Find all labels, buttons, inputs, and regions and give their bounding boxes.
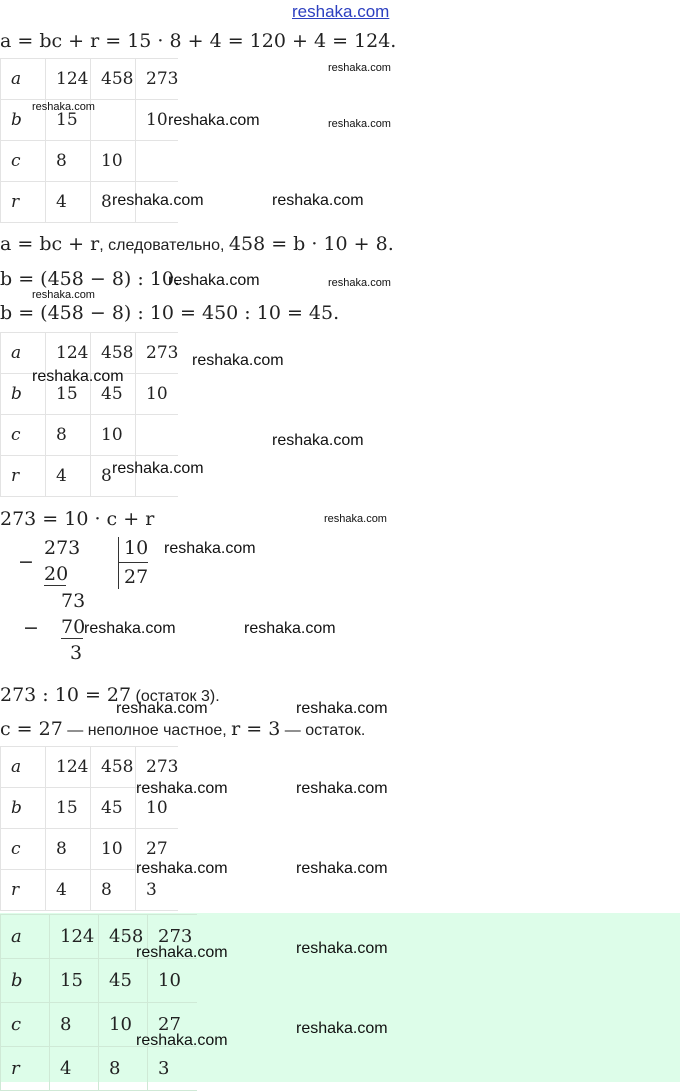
row-label: a: [1, 59, 46, 100]
math-division-result: 273 : 10 = 27: [0, 684, 132, 706]
table-cell: 124: [46, 59, 91, 100]
table-cell: 10: [136, 788, 179, 829]
row-label: b: [1, 374, 46, 415]
division-final-remainder: 3: [70, 642, 83, 664]
table-cell: 124: [46, 747, 91, 788]
table-cell: 45: [91, 788, 136, 829]
word-remainder: — остаток.: [280, 722, 366, 739]
division-bracket-horizontal: [118, 562, 148, 563]
table-cell: 3: [148, 1047, 197, 1091]
table-cell: 4: [46, 182, 91, 223]
table-cell: 458: [91, 333, 136, 374]
math-formula: a = bc + r: [0, 233, 100, 255]
table-cell: 15: [46, 788, 91, 829]
division-subtract-1: 20: [44, 563, 69, 585]
division-dividend: 273: [44, 537, 81, 559]
table-cell: 458: [91, 59, 136, 100]
watermark: reshaka.com: [168, 112, 260, 129]
watermark: reshaka.com: [136, 860, 228, 877]
table-cell: 124: [50, 915, 99, 959]
watermark: reshaka.com: [116, 700, 208, 717]
row-label: a: [1, 915, 50, 959]
watermark: reshaka.com: [272, 192, 364, 209]
division-minus-1: −: [18, 551, 34, 573]
watermark: reshaka.com: [32, 289, 95, 301]
row-label: r: [1, 182, 46, 223]
table-cell: 8: [46, 141, 91, 182]
table-cell: 8: [91, 182, 136, 223]
row-label: b: [1, 959, 50, 1003]
watermark: reshaka.com: [296, 780, 388, 797]
table-cell: 10: [136, 100, 179, 141]
table-cell: [136, 415, 179, 456]
table-cell: 10: [91, 415, 136, 456]
table-cell: 458: [99, 915, 148, 959]
watermark: reshaka.com: [328, 277, 391, 289]
row-label: r: [1, 456, 46, 497]
division-underline-1: [44, 585, 66, 586]
table-row: [1, 141, 179, 182]
division-underline-2: [61, 638, 83, 639]
watermark: reshaka.com: [296, 940, 388, 957]
equation-step-3: b = (458 − 8) : 10.: [0, 268, 181, 290]
watermark: reshaka.com: [296, 700, 388, 717]
table-cell: 273: [136, 747, 179, 788]
table-cell: 15: [46, 374, 91, 415]
watermark: reshaka.com: [296, 860, 388, 877]
table-cell: 8: [91, 870, 136, 911]
watermark: reshaka.com: [164, 540, 256, 557]
row-label: c: [1, 141, 46, 182]
table-cell: 15: [50, 959, 99, 1003]
table-cell: 458: [91, 747, 136, 788]
row-label: r: [1, 870, 46, 911]
table-row: [1, 959, 197, 1003]
watermark: reshaka.com: [296, 1020, 388, 1037]
math-substitution: 458 = b · 10 + 8.: [228, 233, 394, 255]
watermark: reshaka.com: [168, 272, 260, 289]
table-cell: 45: [99, 959, 148, 1003]
division-quotient: 27: [124, 566, 149, 588]
division-subtract-2: 70: [61, 616, 86, 638]
word-remainder-note: (остаток 3).: [131, 688, 220, 705]
site-watermark-header[interactable]: reshaka.com: [292, 2, 390, 21]
watermark: reshaka.com: [136, 780, 228, 797]
table-cell: 27: [148, 1003, 197, 1047]
division-minus-2: −: [23, 617, 39, 639]
table-cell: 124: [46, 333, 91, 374]
table-cell: 273: [148, 915, 197, 959]
table-cell: 8: [46, 829, 91, 870]
table-cell: [91, 100, 136, 141]
table-step-3: [0, 746, 178, 911]
watermark: reshaka.com: [136, 1032, 228, 1049]
word-hence: , следовательно,: [99, 237, 229, 254]
row-label: a: [1, 747, 46, 788]
watermark: reshaka.com: [84, 620, 176, 637]
table-cell: 27: [136, 829, 179, 870]
math-quotient: c = 27: [0, 718, 63, 740]
table-cell: [136, 141, 179, 182]
equation-step-4: b = (458 − 8) : 10 = 450 : 10 = 45.: [0, 302, 340, 324]
table-cell: 4: [46, 456, 91, 497]
word-partial-quotient: — неполное частное,: [62, 722, 232, 739]
row-label: a: [1, 333, 46, 374]
table-cell: 10: [136, 374, 179, 415]
equation-step-2: [0, 233, 394, 257]
table-cell: 10: [91, 829, 136, 870]
watermark: reshaka.com: [32, 368, 124, 385]
table-answer: [0, 914, 197, 1091]
table-cell: 15: [46, 100, 91, 141]
row-label: b: [1, 100, 46, 141]
table-cell: 10: [148, 959, 197, 1003]
table-row: [1, 1047, 197, 1091]
watermark: reshaka.com: [328, 118, 391, 130]
table-cell: 10: [99, 1003, 148, 1047]
table-cell: 3: [136, 870, 179, 911]
table-cell: 4: [46, 870, 91, 911]
watermark: reshaka.com: [272, 432, 364, 449]
watermark: reshaka.com: [328, 62, 391, 74]
table-cell: 273: [136, 333, 179, 374]
equation-step-5: 273 = 10 · c + r: [0, 508, 155, 530]
table-cell: 273: [136, 59, 179, 100]
watermark: reshaka.com: [244, 620, 336, 637]
watermark: reshaka.com: [192, 352, 284, 369]
math-remainder: r = 3: [231, 718, 281, 740]
table-cell: 45: [91, 374, 136, 415]
table-row: [1, 415, 179, 456]
table-cell: 8: [46, 415, 91, 456]
watermark: reshaka.com: [112, 192, 204, 209]
division-bracket-vertical: [118, 537, 119, 589]
row-label: b: [1, 788, 46, 829]
table-cell: 8: [50, 1003, 99, 1047]
watermark: reshaka.com: [136, 944, 228, 961]
equation-value-a: a = bc + r = 15 · 8 + 4 = 120 + 4 = 124.: [0, 30, 397, 52]
row-label: c: [1, 829, 46, 870]
equation-step-7: [0, 718, 365, 742]
watermark: reshaka.com: [32, 101, 95, 113]
table-cell: 8: [91, 456, 136, 497]
row-label: c: [1, 415, 46, 456]
division-divisor: 10: [124, 537, 149, 559]
division-remainder-1: 73: [61, 590, 86, 612]
table-cell: 8: [99, 1047, 148, 1091]
table-row: [1, 59, 179, 100]
table-cell: 4: [50, 1047, 99, 1091]
row-label: r: [1, 1047, 50, 1091]
row-label: c: [1, 1003, 50, 1047]
watermark: reshaka.com: [324, 513, 387, 525]
table-cell: 10: [91, 141, 136, 182]
watermark: reshaka.com: [112, 460, 204, 477]
